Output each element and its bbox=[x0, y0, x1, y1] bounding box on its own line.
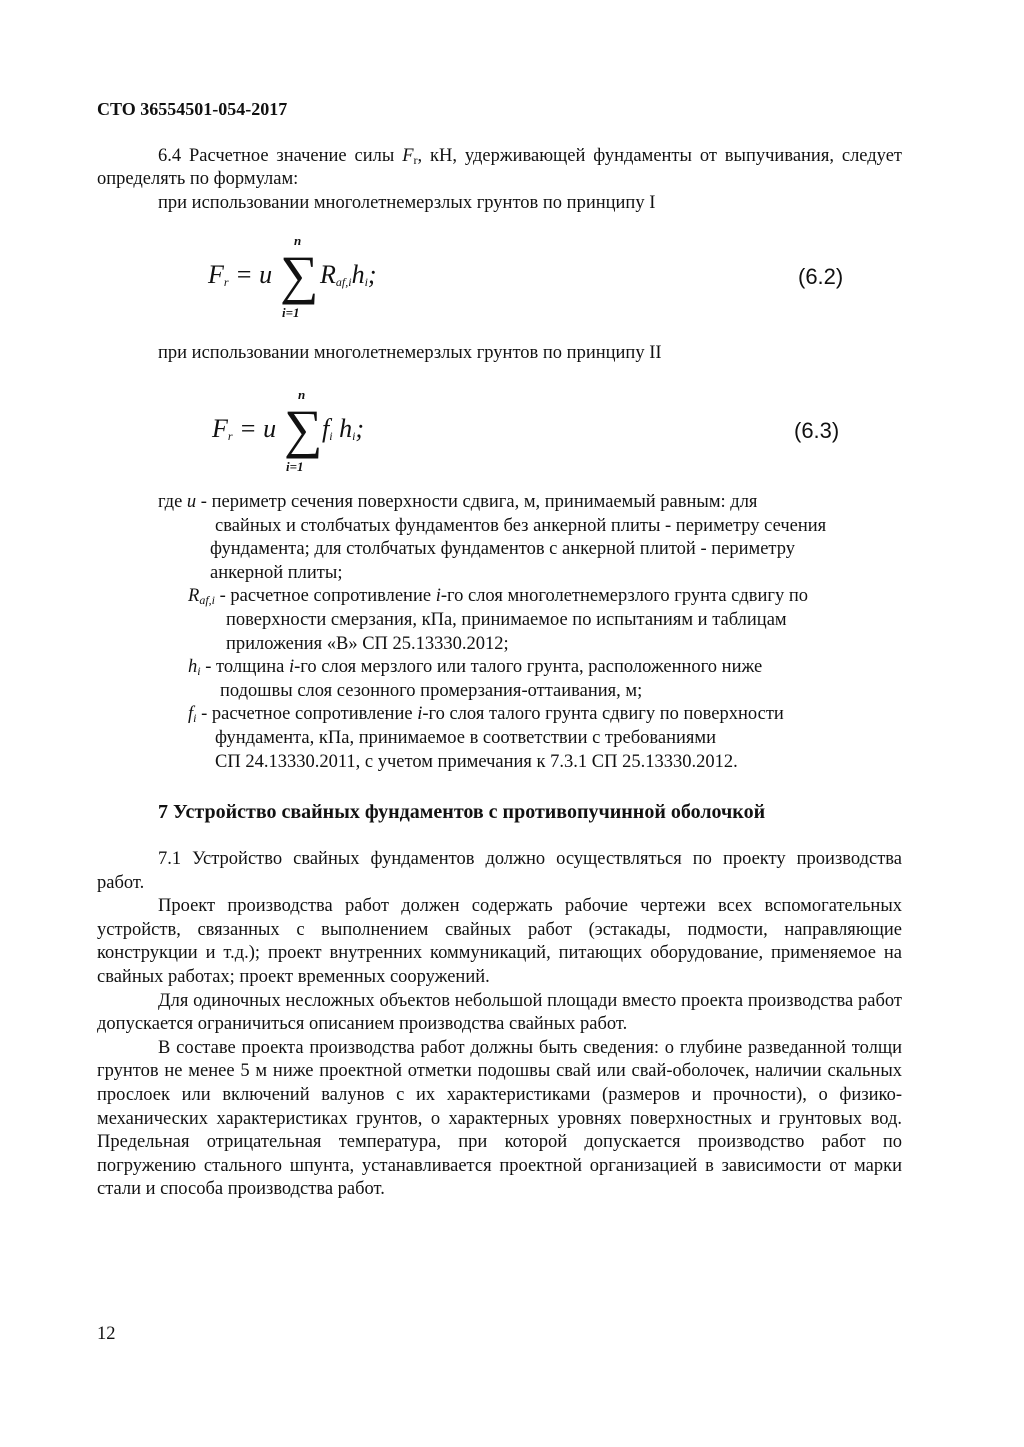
equation-number: (6.3) bbox=[794, 417, 840, 443]
page-body bbox=[97, 98, 902, 1202]
text: -го слоя многолетнемерзлого грунта сдвигу по bbox=[440, 586, 809, 607]
definition-line: анкерной плиты; bbox=[210, 562, 343, 583]
subscript: r bbox=[413, 152, 418, 167]
index: i bbox=[288, 657, 295, 678]
subscript: i bbox=[197, 664, 201, 679]
subscript: i bbox=[193, 711, 197, 726]
definition-line: приложения «В» СП 25.13330.2012; bbox=[226, 633, 509, 654]
document-header: СТО 36554501-054-2017 bbox=[97, 99, 288, 119]
paragraph: В составе проекта производства работ должны быть сведения: о глубине разведанной толщи грунтов не менее 5 м ниже проектной отметки подошвы свай или свай-оболочек, наличии скальных прослоек или включений валунов с их характеристиками (размеров и прочности), о физико-механических характеристиках грунтов, о характерных уровнях поверхностных и грунтовых вод. Предельная отрицательная температура, при которой допускается производство работ по погружению стального шпунта, устанавливается проектной организацией в зависимости от марки стали и способа производства работ. bbox=[97, 1037, 902, 1200]
section-7-heading: 7 Устройство свайных фундаментов с противопучинной оболочкой bbox=[158, 801, 766, 824]
formula-6-3 bbox=[212, 386, 872, 484]
symbol: u bbox=[186, 491, 197, 512]
symbol: h bbox=[188, 657, 198, 678]
term: R bbox=[320, 260, 336, 290]
term-sub: i bbox=[329, 428, 333, 443]
lhs-sub: r bbox=[223, 275, 229, 290]
text: - толщина bbox=[200, 657, 289, 678]
equals: = u bbox=[239, 413, 277, 443]
text: -го слоя мерзлого или талого грунта, расположенного ниже bbox=[294, 657, 763, 678]
paragraph: Проект производства работ должен содержать рабочие чертежи всех вспомогательных устройств, связанных с выполнением свайных работ (эстакады, подмости, направляющие конструкции и т.д.); проект внутренних коммуникаций, питающих оборудование, применяемое на свайных работах; проект временных сооружений. bbox=[97, 896, 902, 988]
text: - расчетное сопротивление bbox=[196, 704, 418, 725]
sum-sign: ∑ bbox=[280, 245, 319, 306]
index: i bbox=[417, 704, 423, 725]
formula-6-2-block bbox=[97, 215, 902, 342]
definition-line: СП 24.13330.2011, с учетом примечания к 7.3.1 СП 25.13330.2012. bbox=[215, 751, 738, 772]
section-7-body bbox=[97, 848, 902, 1202]
equation-number: (6.2) bbox=[798, 264, 844, 290]
end: ; bbox=[367, 260, 377, 290]
paragraph: Для одиночных несложных объектов небольшой площади вместо проекта производства работ допускается ограничиться описанием производства свайных работ. bbox=[97, 990, 902, 1035]
tail: h bbox=[351, 260, 365, 290]
definition-line: подошвы слоя сезонного промерзания-оттаивания, м; bbox=[220, 680, 643, 701]
symbol: f bbox=[188, 704, 194, 725]
tail-sub: i bbox=[364, 275, 368, 290]
definition-h bbox=[188, 656, 902, 680]
tail: h bbox=[339, 413, 353, 443]
text: - расчетное сопротивление bbox=[214, 586, 436, 607]
symbol: R bbox=[188, 586, 200, 607]
principle-1-text: при использовании многолетнемерзлых грунтов по принципу I bbox=[158, 192, 656, 213]
lhs: F bbox=[208, 260, 224, 290]
formula-6-3-block bbox=[97, 366, 902, 491]
sum-lower: i=1 bbox=[282, 305, 300, 321]
subscript: af,i bbox=[199, 593, 215, 608]
definition-line: свайных и столбчатых фундаментов без анкерной плиты - периметру сечения bbox=[215, 515, 827, 536]
text: - периметр сечения поверхности сдвига, м, принимаемый равным: для bbox=[196, 491, 758, 512]
page-number: 12 bbox=[97, 1324, 116, 1344]
lhs: F bbox=[212, 413, 228, 443]
sum-sign: ∑ bbox=[284, 398, 323, 459]
end: ; bbox=[355, 413, 365, 443]
definitions-list bbox=[97, 491, 902, 774]
tail-sub: i bbox=[352, 428, 356, 443]
definition-raf bbox=[188, 585, 902, 609]
index: i bbox=[435, 586, 441, 607]
definition-line: фундамента; для столбчатых фундаментов с анкерной плитой - периметру bbox=[210, 539, 795, 560]
paragraph-6-4 bbox=[97, 145, 902, 192]
term-sub: af,i bbox=[335, 275, 352, 290]
text: -го слоя талого грунта сдвигу по поверхности bbox=[422, 704, 784, 725]
equals: = u bbox=[235, 260, 273, 290]
definition-u bbox=[158, 491, 902, 515]
paragraph: 7.1 Устройство свайных фундаментов должно осуществляться по проекту производства работ. bbox=[97, 849, 902, 893]
sum-upper: n bbox=[298, 386, 306, 402]
term: f bbox=[322, 413, 330, 443]
definition-line: поверхности смерзания, кПа, принимаемое по испытаниям и таблицам bbox=[226, 609, 787, 630]
definition-line: фундамента, кПа, принимаемое в соответствии с требованиями bbox=[215, 727, 716, 748]
sum-lower: i=1 bbox=[286, 458, 304, 474]
principle-2-text: при использовании многолетнемерзлых грунтов по принципу II bbox=[158, 343, 662, 364]
text: , кН, удерживающей фундаменты от выпучивания, следует определять по формулам: bbox=[97, 145, 902, 190]
text: 6.4 Расчетное значение силы bbox=[158, 145, 403, 166]
definition-f bbox=[188, 703, 902, 727]
symbol: F bbox=[402, 145, 414, 166]
text: где bbox=[158, 491, 187, 512]
formula-6-2 bbox=[208, 233, 868, 330]
sum-upper: n bbox=[294, 233, 302, 249]
lhs-sub: r bbox=[227, 428, 233, 443]
